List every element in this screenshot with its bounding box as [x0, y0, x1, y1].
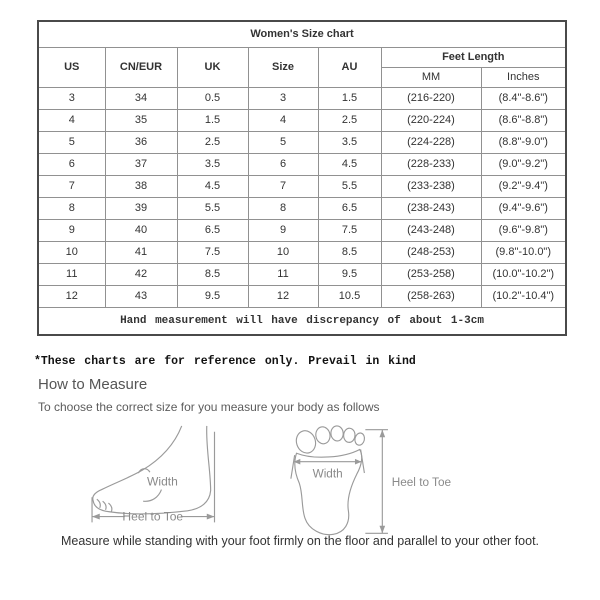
table-row: [38, 87, 566, 109]
table-cell: (258-263): [381, 285, 481, 307]
table-cell: 42: [105, 263, 177, 285]
side-length-label: Heel to Toe: [122, 509, 184, 524]
table-cell: 37: [105, 153, 177, 175]
table-cell: 6: [248, 153, 318, 175]
width-pointer-line: [143, 490, 161, 502]
table-cell: 38: [105, 175, 177, 197]
table-cell: (243-248): [381, 219, 481, 241]
foot-side-view-diagram: [88, 424, 233, 532]
table-note-row: [38, 307, 566, 335]
table-cell: (8.8"-9.0"): [481, 131, 566, 153]
table-header-row: [38, 47, 566, 67]
table-cell: 2.5: [177, 131, 248, 153]
table-cell: 4.5: [177, 175, 248, 197]
col-header-us: US: [38, 47, 105, 87]
table-cell: 5.5: [318, 175, 381, 197]
table-row: [38, 175, 566, 197]
toe: [343, 428, 355, 443]
how-to-measure-heading: How to Measure: [38, 376, 148, 393]
table-row: [38, 197, 566, 219]
length-end-ticks: [365, 430, 388, 534]
table-cell: 4: [38, 109, 105, 131]
side-width-label: Width: [147, 474, 178, 489]
table-cell: 40: [105, 219, 177, 241]
table-cell: 5.5: [177, 197, 248, 219]
table-cell: (233-238): [381, 175, 481, 197]
table-cell: 39: [105, 197, 177, 219]
table-cell: 2.5: [318, 109, 381, 131]
big-toe: [293, 428, 318, 455]
table-row: [38, 241, 566, 263]
table-cell: (10.0"-10.2"): [481, 263, 566, 285]
table-row: [38, 285, 566, 307]
table-cell: (248-253): [381, 241, 481, 263]
table-cell: 36: [105, 131, 177, 153]
top-width-label: Width: [312, 467, 343, 481]
table-cell: 12: [38, 285, 105, 307]
table-cell: 41: [105, 241, 177, 263]
table-cell: 9.5: [177, 285, 248, 307]
toe: [354, 432, 366, 446]
table-cell: 1.5: [318, 87, 381, 109]
table-cell: 11: [38, 263, 105, 285]
toe: [314, 426, 331, 445]
table-cell: 8: [38, 197, 105, 219]
table-cell: 7.5: [318, 219, 381, 241]
table-cell: 3.5: [177, 153, 248, 175]
table-cell: (8.6"-8.8"): [481, 109, 566, 131]
table-cell: 5: [38, 131, 105, 153]
arrowhead-left: [92, 514, 100, 520]
table-cell: (9.2"-9.4"): [481, 175, 566, 197]
toe: [330, 425, 343, 441]
table-cell: 34: [105, 87, 177, 109]
table-cell: 6.5: [177, 219, 248, 241]
table-cell: 10: [248, 241, 318, 263]
measure-caption: Measure while standing with your foot firmly on the floor and parallel to your other foot.: [60, 534, 540, 548]
table-cell: (9.8"-10.0"): [481, 241, 566, 263]
womens-size-chart-table: [37, 20, 567, 336]
table-cell: 10: [38, 241, 105, 263]
col-header-au: AU: [318, 47, 381, 87]
table-cell: 9: [38, 219, 105, 241]
table-cell: (9.6"-9.8"): [481, 219, 566, 241]
table-row: [38, 131, 566, 153]
table-cell: 43: [105, 285, 177, 307]
table-row: [38, 219, 566, 241]
table-cell: 4: [248, 109, 318, 131]
table-title-row: [38, 21, 566, 47]
table-cell: 7: [38, 175, 105, 197]
table-cell: (9.4"-9.6"): [481, 197, 566, 219]
how-to-measure-subtitle: To choose the correct size for you measure your body as follows: [38, 400, 380, 414]
table-cell: 0.5: [177, 87, 248, 109]
table-cell: (216-220): [381, 87, 481, 109]
table-cell: (224-228): [381, 131, 481, 153]
col-header-feet-length: Feet Length: [381, 47, 566, 67]
col-header-cneur: CN/EUR: [105, 47, 177, 87]
table-row: [38, 263, 566, 285]
table-cell: 9: [248, 219, 318, 241]
top-length-label: Heel to Toe: [391, 476, 452, 490]
reference-footnote: *These charts are for reference only. Prevail in kind: [34, 355, 416, 368]
table-cell: (9.0"-9.2"): [481, 153, 566, 175]
col-header-inches: Inches: [481, 67, 566, 87]
table-cell: 7: [248, 175, 318, 197]
arrowhead-top: [379, 430, 385, 438]
table-row: [38, 153, 566, 175]
table-cell: 8.5: [177, 263, 248, 285]
table-cell: 35: [105, 109, 177, 131]
arrowhead-bottom: [379, 526, 385, 534]
table-cell: 7.5: [177, 241, 248, 263]
table-cell: (220-224): [381, 109, 481, 131]
foot-top-view-diagram: [286, 424, 456, 539]
toe-lines: [97, 499, 112, 512]
table-cell: 3: [248, 87, 318, 109]
table-cell: 6.5: [318, 197, 381, 219]
arrowhead-right: [207, 514, 215, 520]
table-row: [38, 109, 566, 131]
table-cell: 9.5: [318, 263, 381, 285]
col-header-uk: UK: [177, 47, 248, 87]
table-cell: (228-233): [381, 153, 481, 175]
table-cell: 12: [248, 285, 318, 307]
table-cell: 1.5: [177, 109, 248, 131]
table-cell: 3: [38, 87, 105, 109]
table-cell: 10.5: [318, 285, 381, 307]
table-cell: 5: [248, 131, 318, 153]
table-cell: 3.5: [318, 131, 381, 153]
table-cell: 6: [38, 153, 105, 175]
table-note: Hand measurement will have discrepancy of about 1-3cm: [38, 307, 566, 335]
table-cell: 8.5: [318, 241, 381, 263]
col-header-mm: MM: [381, 67, 481, 87]
table-cell: (8.4"-8.6"): [481, 87, 566, 109]
col-header-size: Size: [248, 47, 318, 87]
table-cell: (10.2"-10.4"): [481, 285, 566, 307]
table-title: Women's Size chart: [38, 21, 566, 47]
table-cell: 4.5: [318, 153, 381, 175]
table-cell: (253-258): [381, 263, 481, 285]
foot-outline: [93, 426, 211, 514]
table-cell: (238-243): [381, 197, 481, 219]
table-cell: 11: [248, 263, 318, 285]
table-cell: 8: [248, 197, 318, 219]
